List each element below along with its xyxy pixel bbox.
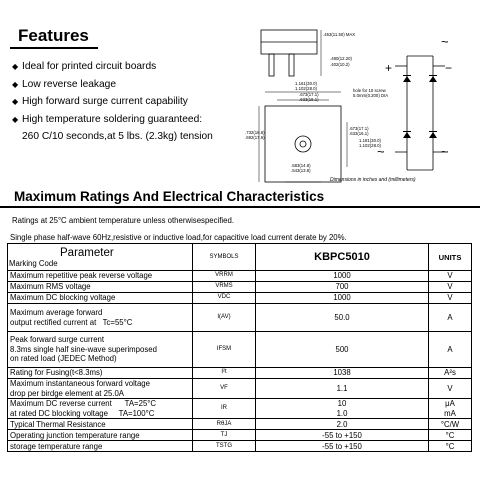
value-cell bbox=[256, 368, 429, 379]
value-cell bbox=[256, 304, 429, 332]
unit-cell bbox=[429, 441, 472, 452]
value-cell bbox=[256, 271, 429, 282]
bridge-schematic bbox=[395, 56, 445, 170]
symbols-header: SYMBOLS bbox=[193, 244, 256, 271]
param-cell-text: on rated load (JEDEC Method) bbox=[10, 354, 117, 364]
symbol-cell-text: VF bbox=[220, 384, 228, 391]
symbol-cell bbox=[193, 304, 256, 332]
feature-item bbox=[12, 128, 213, 146]
unit-cell-text: A²s bbox=[444, 368, 456, 378]
symbol-cell-text: RθJA bbox=[216, 420, 232, 427]
bullet-icon: ◆ bbox=[12, 62, 19, 71]
symbol-cell bbox=[193, 368, 256, 379]
symbol-cell bbox=[193, 441, 256, 452]
value-cell bbox=[256, 379, 429, 399]
feature-text: High temperature soldering guaranteed: bbox=[22, 113, 203, 125]
param-cell-text: Maximum repetitive peak reverse voltage bbox=[10, 271, 153, 281]
side-view bbox=[261, 30, 321, 76]
ratings-table bbox=[7, 243, 472, 452]
unit-cell-text: °C bbox=[445, 441, 455, 451]
unit-cell bbox=[429, 271, 472, 282]
ac-symbol: ~ bbox=[441, 144, 449, 159]
unit-cell-text: V bbox=[447, 282, 453, 292]
symbol-cell bbox=[193, 271, 256, 282]
dim-label: .583(14.8) bbox=[291, 163, 311, 168]
unit-cell bbox=[429, 332, 472, 368]
parameter-header bbox=[8, 244, 193, 271]
unit-cell-text: A bbox=[447, 344, 453, 354]
param-cell-text: 8.3ms single half sine-wave superimposed bbox=[10, 344, 157, 354]
unit-cell-text: °C bbox=[445, 430, 455, 440]
part-number-header: KBPC5010 bbox=[256, 244, 429, 271]
unit-cell bbox=[429, 304, 472, 332]
dimensions-note: Dimensions in inches and (millimeters) bbox=[330, 177, 416, 183]
param-cell-text: output rectified current at Tc=55°C bbox=[10, 317, 133, 327]
dim-label: .402(10.2) bbox=[330, 62, 350, 67]
symbol-cell-text: IFSM bbox=[216, 345, 232, 352]
param-cell-text: Maximum instantaneous forward voltage bbox=[10, 379, 150, 388]
value-cell-text: -55 to +150 bbox=[322, 430, 362, 440]
param-cell-text: Maximum DC blocking voltage bbox=[10, 293, 116, 303]
parameter-header-label: Parameter bbox=[60, 246, 114, 259]
value-cell-text: 1000 bbox=[333, 271, 351, 281]
param-cell bbox=[8, 368, 193, 379]
features-list bbox=[12, 58, 213, 146]
dim-label: .673(17.1) bbox=[349, 126, 369, 131]
unit-cell bbox=[429, 399, 472, 419]
bullet-icon: ◆ bbox=[12, 97, 19, 106]
table-row bbox=[8, 282, 472, 293]
bullet-icon: ◆ bbox=[12, 114, 19, 124]
symbol-cell-text: VDC bbox=[217, 294, 231, 301]
dim-label: 1.102(28.0) bbox=[295, 86, 317, 91]
table-row bbox=[8, 430, 472, 441]
bullet-icon: ◆ bbox=[12, 79, 19, 89]
feature-text: Ideal for printed circuit boards bbox=[22, 61, 157, 72]
diode-icon bbox=[403, 75, 437, 138]
dim-label: 5.0mm(0.200) DIA bbox=[353, 93, 389, 98]
table-row bbox=[8, 399, 472, 419]
param-cell-text: Maximum RMS voltage bbox=[10, 282, 91, 292]
value-cell bbox=[256, 419, 429, 430]
table-row bbox=[8, 304, 472, 332]
param-cell-text: Typical Thermal Resistance bbox=[10, 419, 106, 429]
value-cell bbox=[256, 293, 429, 304]
value-cell-text: 50.0 bbox=[334, 312, 350, 322]
features-underline bbox=[10, 47, 98, 49]
param-cell bbox=[8, 282, 193, 293]
unit-cell-text: μA bbox=[445, 399, 455, 409]
dim-label: .692(17.6) bbox=[245, 135, 265, 140]
unit-cell bbox=[429, 368, 472, 379]
value-cell-text: 700 bbox=[335, 282, 349, 292]
feature-item bbox=[12, 76, 213, 94]
param-cell-text: Maximum DC reverse current TA=25°C bbox=[10, 399, 157, 409]
feature-item bbox=[12, 58, 213, 76]
feature-text: High forward surge current capability bbox=[22, 96, 188, 107]
features-title: Features bbox=[18, 26, 89, 45]
unit-cell-text: mA bbox=[444, 408, 456, 418]
dim-label: .543(13.8) bbox=[291, 168, 311, 173]
feature-item bbox=[12, 111, 213, 129]
dim-label: .673(17.1) bbox=[299, 92, 319, 97]
symbol-cell-text: I²t bbox=[221, 369, 227, 376]
symbol-cell bbox=[193, 332, 256, 368]
dim-label: .732(18.6) bbox=[245, 130, 265, 135]
value-cell bbox=[256, 282, 429, 293]
value-cell-text: -55 to +150 bbox=[322, 441, 362, 451]
param-cell bbox=[8, 399, 193, 419]
symbol-cell bbox=[193, 379, 256, 399]
param-cell bbox=[8, 419, 193, 430]
value-cell-text: 1.0 bbox=[336, 408, 348, 418]
param-cell-text: at rated DC blocking voltage TA=100°C bbox=[10, 408, 155, 418]
value-cell-text: 500 bbox=[335, 344, 349, 354]
dim-label: 1.161(30.0) bbox=[295, 81, 317, 86]
symbol-cell bbox=[193, 282, 256, 293]
symbol-cell-text: I(AV) bbox=[217, 313, 231, 320]
symbol-cell-text: IR bbox=[221, 404, 227, 411]
symbol-cell bbox=[193, 419, 256, 430]
unit-cell-text: V bbox=[447, 271, 453, 281]
symbol-cell-text: VRRM bbox=[215, 272, 233, 279]
table-row bbox=[8, 441, 472, 452]
dim-label: .480(12.20) bbox=[330, 56, 352, 61]
value-cell bbox=[256, 399, 429, 419]
unit-cell-text: V bbox=[447, 383, 453, 393]
unit-cell bbox=[429, 293, 472, 304]
unit-cell bbox=[429, 282, 472, 293]
param-cell bbox=[8, 304, 193, 332]
dim-label: hole for 10 screw bbox=[353, 88, 386, 93]
table-header-row bbox=[8, 244, 472, 271]
symbol-cell bbox=[193, 399, 256, 419]
value-cell bbox=[256, 430, 429, 441]
table-row bbox=[8, 419, 472, 430]
ac-symbol: ~ bbox=[377, 144, 385, 159]
value-cell-text: 10 bbox=[337, 399, 347, 409]
marking-code-label: Marking Code bbox=[9, 258, 58, 268]
package-drawing bbox=[245, 22, 480, 187]
load-note: Single phase half-wave 60Hz,resistive or inductive load,for capacitive load current derate by 20%. bbox=[10, 233, 347, 242]
table-row bbox=[8, 293, 472, 304]
unit-cell-text: A bbox=[447, 312, 453, 322]
symbol-cell-text: VRMS bbox=[215, 283, 233, 290]
value-cell bbox=[256, 332, 429, 368]
value-cell-text: 2.0 bbox=[336, 419, 348, 429]
table-row bbox=[8, 368, 472, 379]
value-cell bbox=[256, 441, 429, 452]
value-cell-text: 1.1 bbox=[336, 383, 348, 393]
unit-cell bbox=[429, 379, 472, 399]
param-cell bbox=[8, 332, 193, 368]
ratings-note: Ratings at 25°C ambient temperature unless otherwisespecified. bbox=[12, 216, 234, 225]
feature-text: Low reverse leakage bbox=[22, 78, 117, 90]
dim-label: 1.181(30.0) bbox=[359, 138, 381, 143]
param-cell bbox=[8, 293, 193, 304]
section-divider bbox=[0, 206, 480, 208]
param-cell bbox=[8, 379, 193, 399]
dim-label: .453(11.50) MAX bbox=[323, 32, 356, 37]
dim-label: .633(16.1) bbox=[299, 97, 319, 102]
dim-label: .633(16.1) bbox=[349, 131, 369, 136]
dim-label: 1.102(28.0) bbox=[359, 143, 381, 148]
minus-symbol: − bbox=[445, 61, 453, 75]
table-row bbox=[8, 332, 472, 368]
symbol-cell bbox=[193, 293, 256, 304]
feature-item bbox=[12, 93, 213, 111]
table-row bbox=[8, 379, 472, 399]
unit-cell-text: V bbox=[447, 293, 453, 303]
value-cell-text: 1038 bbox=[333, 368, 351, 378]
param-cell-text: Maximum average forward bbox=[10, 307, 103, 317]
param-cell bbox=[8, 441, 193, 452]
units-header: UNITS bbox=[429, 244, 472, 271]
table-row bbox=[8, 271, 472, 282]
param-cell bbox=[8, 271, 193, 282]
feature-text: 260 C/10 seconds,at 5 lbs. (2.3kg) tension bbox=[22, 131, 213, 142]
symbol-cell-text: TJ bbox=[220, 431, 228, 438]
param-cell-text: Peak forward surge current bbox=[10, 335, 105, 345]
symbol-cell-text: TSTG bbox=[216, 442, 232, 449]
param-cell-text: Rating for Fusing(t<8.3ms) bbox=[10, 368, 103, 378]
ac-symbol: ~ bbox=[441, 34, 449, 49]
param-cell bbox=[8, 430, 193, 441]
param-cell-text: drop per birdge element at 25.0A bbox=[10, 388, 124, 398]
plus-symbol: + bbox=[385, 61, 393, 75]
symbol-cell bbox=[193, 430, 256, 441]
unit-cell-text: °C/W bbox=[440, 419, 460, 429]
value-cell-text: 1000 bbox=[333, 293, 351, 303]
section-title: Maximum Ratings And Electrical Characteristics bbox=[14, 189, 325, 204]
param-cell-text: Operating junction temperature range bbox=[10, 430, 140, 440]
unit-cell bbox=[429, 430, 472, 441]
unit-cell bbox=[429, 419, 472, 430]
param-cell-text: storage temperature range bbox=[10, 441, 103, 451]
